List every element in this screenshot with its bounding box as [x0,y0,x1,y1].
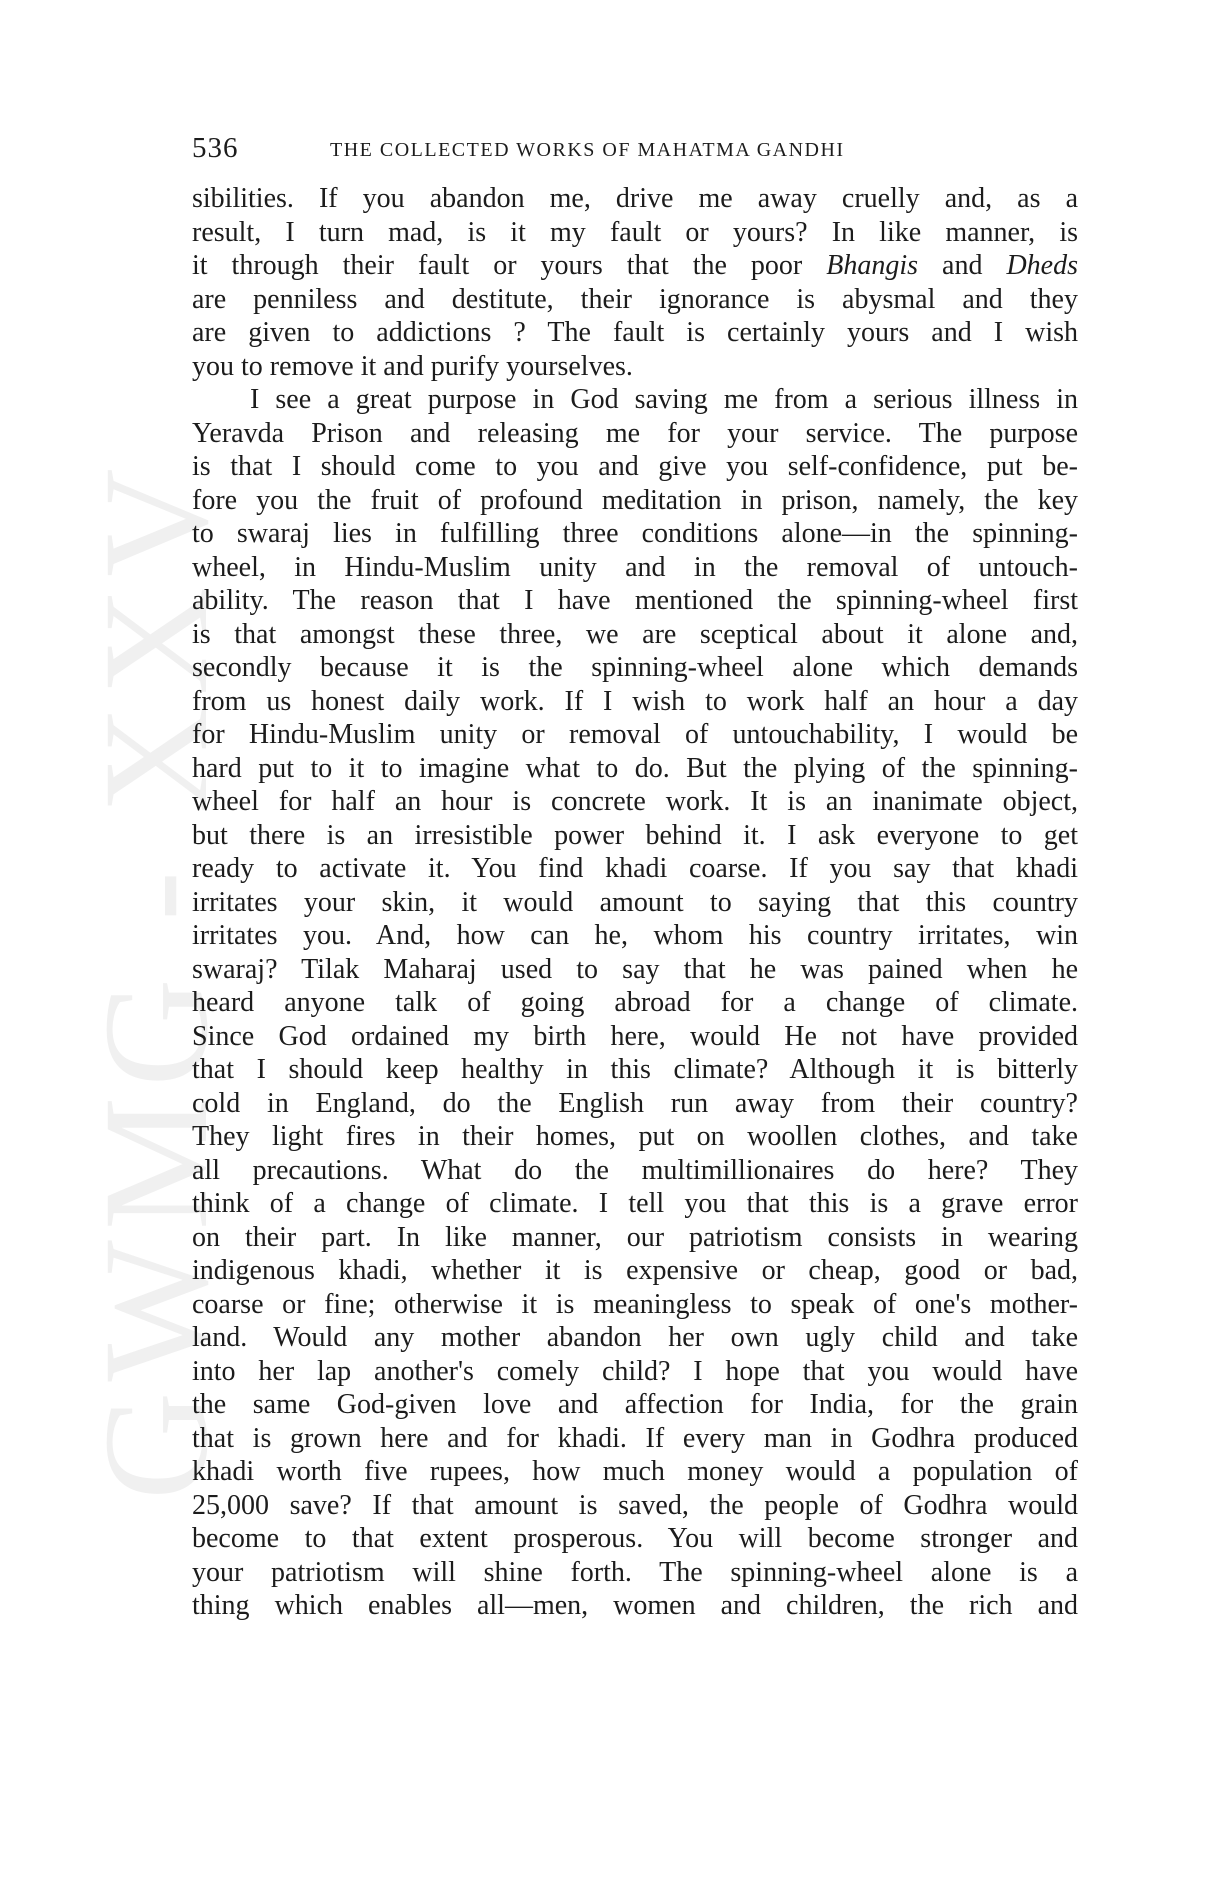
text-line: ready to activate it. You find khadi coarse. If you say that khadi [192,853,1078,884]
text-line: cold in England, do the English run away from their country? [192,1087,1078,1119]
text-line: think of a change of climate. I tell you that this is a grave error [192,1188,1078,1219]
italic-term: Dheds [1006,250,1078,281]
text-line: swaraj? Tilak Maharaj used to say that he was pained when he [192,953,1078,985]
text-line: it through their fault or yours that the poor Bhangis and Dheds [192,250,1078,281]
text-line: coarse or fine; otherwise it is meaningless to speak of one's mother- [192,1288,1078,1320]
text-line: indigenous khadi, whether it is expensive or cheap, good or bad, [192,1255,1078,1286]
text-line: from us honest daily work. If I wish to work half an hour a day [192,685,1078,717]
page-number: 536 [192,132,239,164]
text-line: 25,000 save? If that amount is saved, the people of Godhra would [192,1489,1078,1521]
text-line: for Hindu-Muslim unity or removal of untouchability, I would be [192,719,1078,750]
text-line: secondly because it is the spinning-wheel alone which demands [192,652,1078,683]
text-line: Since God ordained my birth here, would He not have provided [192,1020,1078,1052]
text-line: land. Would any mother abandon her own ugly child and take [192,1322,1078,1353]
text-line: hard put to it to imagine what to do. But the plying of the spinning- [192,752,1078,784]
text-line: khadi worth five rupees, how much money would a population of [192,1456,1078,1487]
text-line: wheel, in Hindu-Muslim unity and in the removal of untouch- [192,551,1078,583]
text-line: They light fires in their homes, put on woollen clothes, and take [192,1121,1078,1152]
running-head [192,132,1078,172]
text-line: but there is an irresistible power behind it. I ask everyone to get [192,819,1078,851]
text-line: all precautions. What do the multimillionaires do here? They [192,1154,1078,1186]
running-title: THE COLLECTED WORKS OF MAHATMA GANDHI [330,139,845,161]
text-line: thing which enables all—men, women and children, the rich and [192,1590,1078,1621]
text-line: the same God-given love and affection for India, for the grain [192,1389,1078,1420]
text-line: heard anyone talk of going abroad for a change of climate. [192,987,1078,1018]
text-line: on their part. In like manner, our patriotism consists in wearing [192,1221,1078,1253]
paragraph-first-line: I see a great purpose in God saving me from a serious illness in [250,384,1078,415]
text-line: irritates your skin, it would amount to saying that this country [192,886,1078,918]
italic-term: Bhangis [826,250,919,281]
text-line: are penniless and destitute, their ignorance is abysmal and they [192,283,1078,315]
text-line: your patriotism will shine forth. The spinning-wheel alone is a [192,1556,1078,1588]
text-line: is that I should come to you and give you self-confidence, put be- [192,451,1078,482]
paragraph-last-line: you to remove it and purify yourselves. [192,350,633,382]
text-line: that I should keep healthy in this climate? Although it is bitterly [192,1054,1078,1085]
text-line: that is grown here and for khadi. If every man in Godhra produced [192,1422,1078,1454]
text-line: into her lap another's comely child? I hope that you would have [192,1355,1078,1387]
text-line: become to that extent prosperous. You will become stronger and [192,1523,1078,1554]
text-line: are given to addictions ? The fault is certainly yours and I wish [192,317,1078,348]
body-text [192,182,1078,1623]
text-line: fore you the fruit of profound meditation in prison, namely, the key [192,484,1078,516]
text-line: ability. The reason that I have mentioned the spinning-wheel first [192,585,1078,616]
watermark: GWMG - XXV [73,458,239,1500]
text-line: Yeravda Prison and releasing me for your service. The purpose [192,417,1078,449]
text-line: wheel for half an hour is concrete work. It is an inanimate object, [192,786,1078,817]
text-line: result, I turn mad, is it my fault or yours? In like manner, is [192,216,1078,248]
text-line: irritates you. And, how can he, whom his country irritates, win [192,920,1078,951]
text-line: is that amongst these three, we are sceptical about it alone and, [192,618,1078,650]
text-line: sibilities. If you abandon me, drive me away cruelly and, as a [192,183,1078,214]
text-line: to swaraj lies in fulfilling three conditions alone—in the spinning- [192,518,1078,549]
